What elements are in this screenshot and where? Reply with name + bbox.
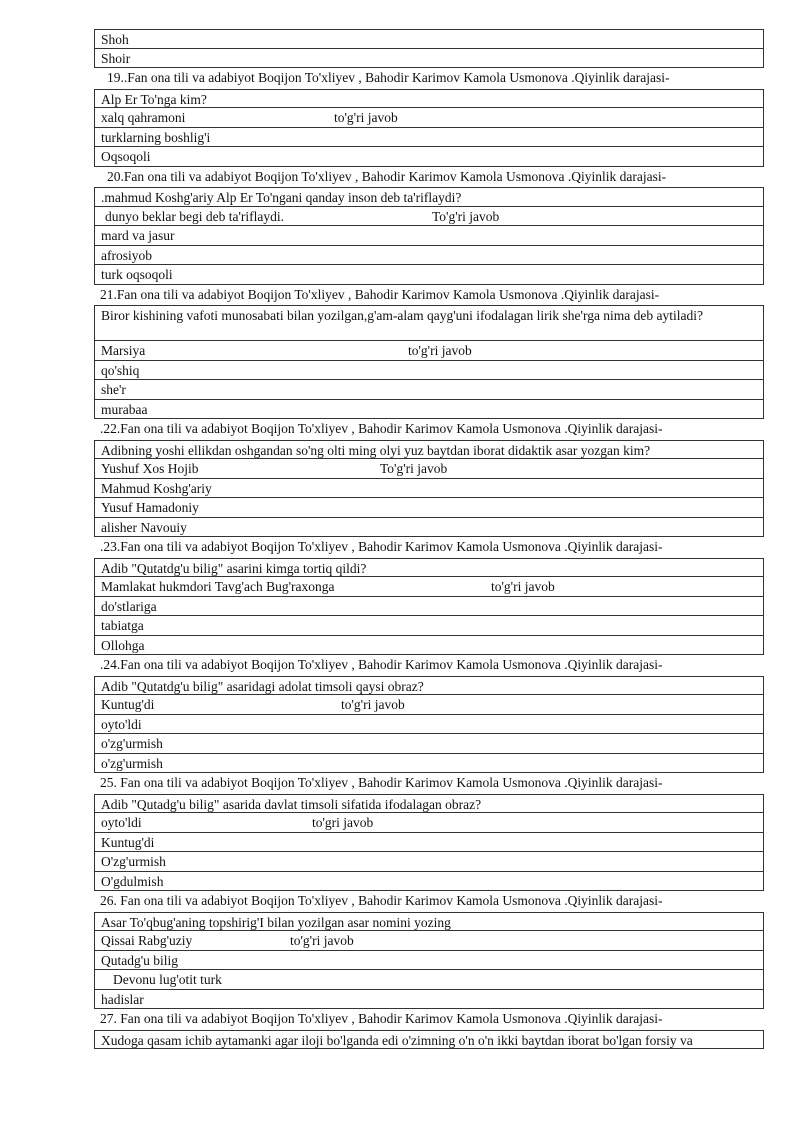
question-header: .22.Fan ona tili va adabiyot Boqijon To'xliyev , Bahodir Karimov Kamola Usmonova .Qiyinlik darajasi- [100,421,663,436]
question-header: 21.Fan ona tili va adabiyot Boqijon To'xliyev , Bahodir Karimov Kamola Usmonova .Qiyinlik darajasi- [100,286,660,302]
option-row: O'zg'urmish [94,852,764,872]
question-header: 20.Fan ona tili va adabiyot Boqijon To'xliyev , Bahodir Karimov Kamola Usmonova .Qiyinlik darajasi- [107,168,667,184]
question-header: 27. Fan ona tili va adabiyot Boqijon To'xliyev , Bahodir Karimov Kamola Usmonova .Qiyinlik darajasi- [100,1011,663,1026]
option-row: Qutadg'u bilig [94,951,764,971]
option-row: Shoh [94,29,764,49]
question-text: Adibning yoshi ellikdan oshgandan so'ng olti ming olyi yuz baytdan iborat didaktik asar yozgan kim? [94,440,764,460]
option-row [94,207,764,227]
option-text: oyto'ldi [101,815,142,830]
option-row [94,459,764,479]
question-text: Adib "Qutatdg'u bilig" asaridagi adolat timsoli qaysi obraz? [94,676,764,696]
question-text: Xudoga qasam ichib aytamanki agar iloji bo'lganda edi o'zimning o'n o'n ikki baytdan iborat bo'lgan forsiy va [94,1030,764,1050]
option-row: qo'shiq [94,361,764,381]
question-header: .24.Fan ona tili va adabiyot Boqijon To'xliyev , Bahodir Karimov Kamola Usmonova .Qiyinlik darajasi- [100,657,663,672]
option-row: mard va jasur [94,226,764,246]
correct-answer-label: To'g'ri javob [380,461,448,476]
option-row: turklarning boshlig'i [94,128,764,148]
option-row: Shoir [94,49,764,69]
option-row [94,577,764,597]
correct-answer-label: to'g'ri javob [334,110,398,125]
option-row [94,108,764,128]
question-header: 25. Fan ona tili va adabiyot Boqijon To'xliyev , Bahodir Karimov Kamola Usmonova .Qiyinlik darajasi- [100,775,663,790]
option-row [94,341,764,361]
option-text: Qissai Rabg'uziy [101,933,193,948]
option-text: Yushuf Xos Hojib [101,461,199,476]
option-row [94,813,764,833]
option-row: murabaa [94,400,764,420]
option-text: Kuntug'di [101,697,155,712]
option-text: Marsiya [101,343,146,358]
option-row: Kuntug'di [94,833,764,853]
option-row: Mahmud Koshg'ariy [94,479,764,499]
option-row: Ollohga [94,636,764,656]
option-text: xalq qahramoni [101,110,186,125]
question-text: Biror kishining vafoti munosabati bilan yozilgan,g'am-alam qayg'uni ifodalagan lirik she'rga nima deb aytiladi? [94,305,764,341]
correct-answer-label: To'g'ri javob [432,208,500,224]
question-text: Adib "Qutatdg'u bilig" asarini kimga tortiq qildi? [94,558,764,578]
option-row: she'r [94,380,764,400]
option-row: o'zg'urmish [94,754,764,774]
option-row: Oqsoqoli [94,147,764,167]
correct-answer-label: to'g'ri javob [408,343,472,358]
option-row: o'zg'urmish [94,734,764,754]
question-header: 19..Fan ona tili va adabiyot Boqijon To'xliyev , Bahodir Karimov Kamola Usmonova .Qiyinlik darajasi- [107,70,670,85]
option-row: turk oqsoqoli [94,265,764,285]
option-row: O'gdulmish [94,872,764,892]
option-text: dunyo beklar begi deb ta'riflaydi. [105,208,285,224]
option-row: oyto'ldi [94,715,764,735]
option-row: afrosiyob [94,246,764,266]
correct-answer-label: to'g'ri javob [341,697,405,712]
option-row: do'stlariga [94,597,764,617]
question-text: Asar To'qbug'aning topshirig'I bilan yozilgan asar nomini yozing [94,912,764,932]
option-row [94,695,764,715]
question-text: Adib "Qutadg'u bilig" asarida davlat timsoli sifatida ifodalagan obraz? [94,794,764,814]
test-document [94,29,764,1049]
option-row: alisher Navouiy [94,518,764,538]
question-header: .23.Fan ona tili va adabiyot Boqijon To'xliyev , Bahodir Karimov Kamola Usmonova .Qiyinlik darajasi- [100,539,663,554]
question-text: .mahmud Koshg'ariy Alp Er To'ngani qanday inson deb ta'riflaydi? [94,187,764,207]
option-row: Yusuf Hamadoniy [94,498,764,518]
question-header: 26. Fan ona tili va adabiyot Boqijon To'xliyev , Bahodir Karimov Kamola Usmonova .Qiyinlik darajasi- [100,893,663,908]
option-row: tabiatga [94,616,764,636]
option-text: Mamlakat hukmdori Tavg'ach Bug'raxonga [101,579,335,594]
option-row: hadislar [94,990,764,1010]
question-text: Alp Er To'nga kim? [94,89,764,109]
option-row: Devonu lug'otit turk [94,970,764,990]
option-row [94,931,764,951]
correct-answer-label: to'g'ri javob [290,933,354,948]
correct-answer-label: to'g'ri javob [491,579,555,594]
correct-answer-label: to'gri javob [312,815,374,830]
